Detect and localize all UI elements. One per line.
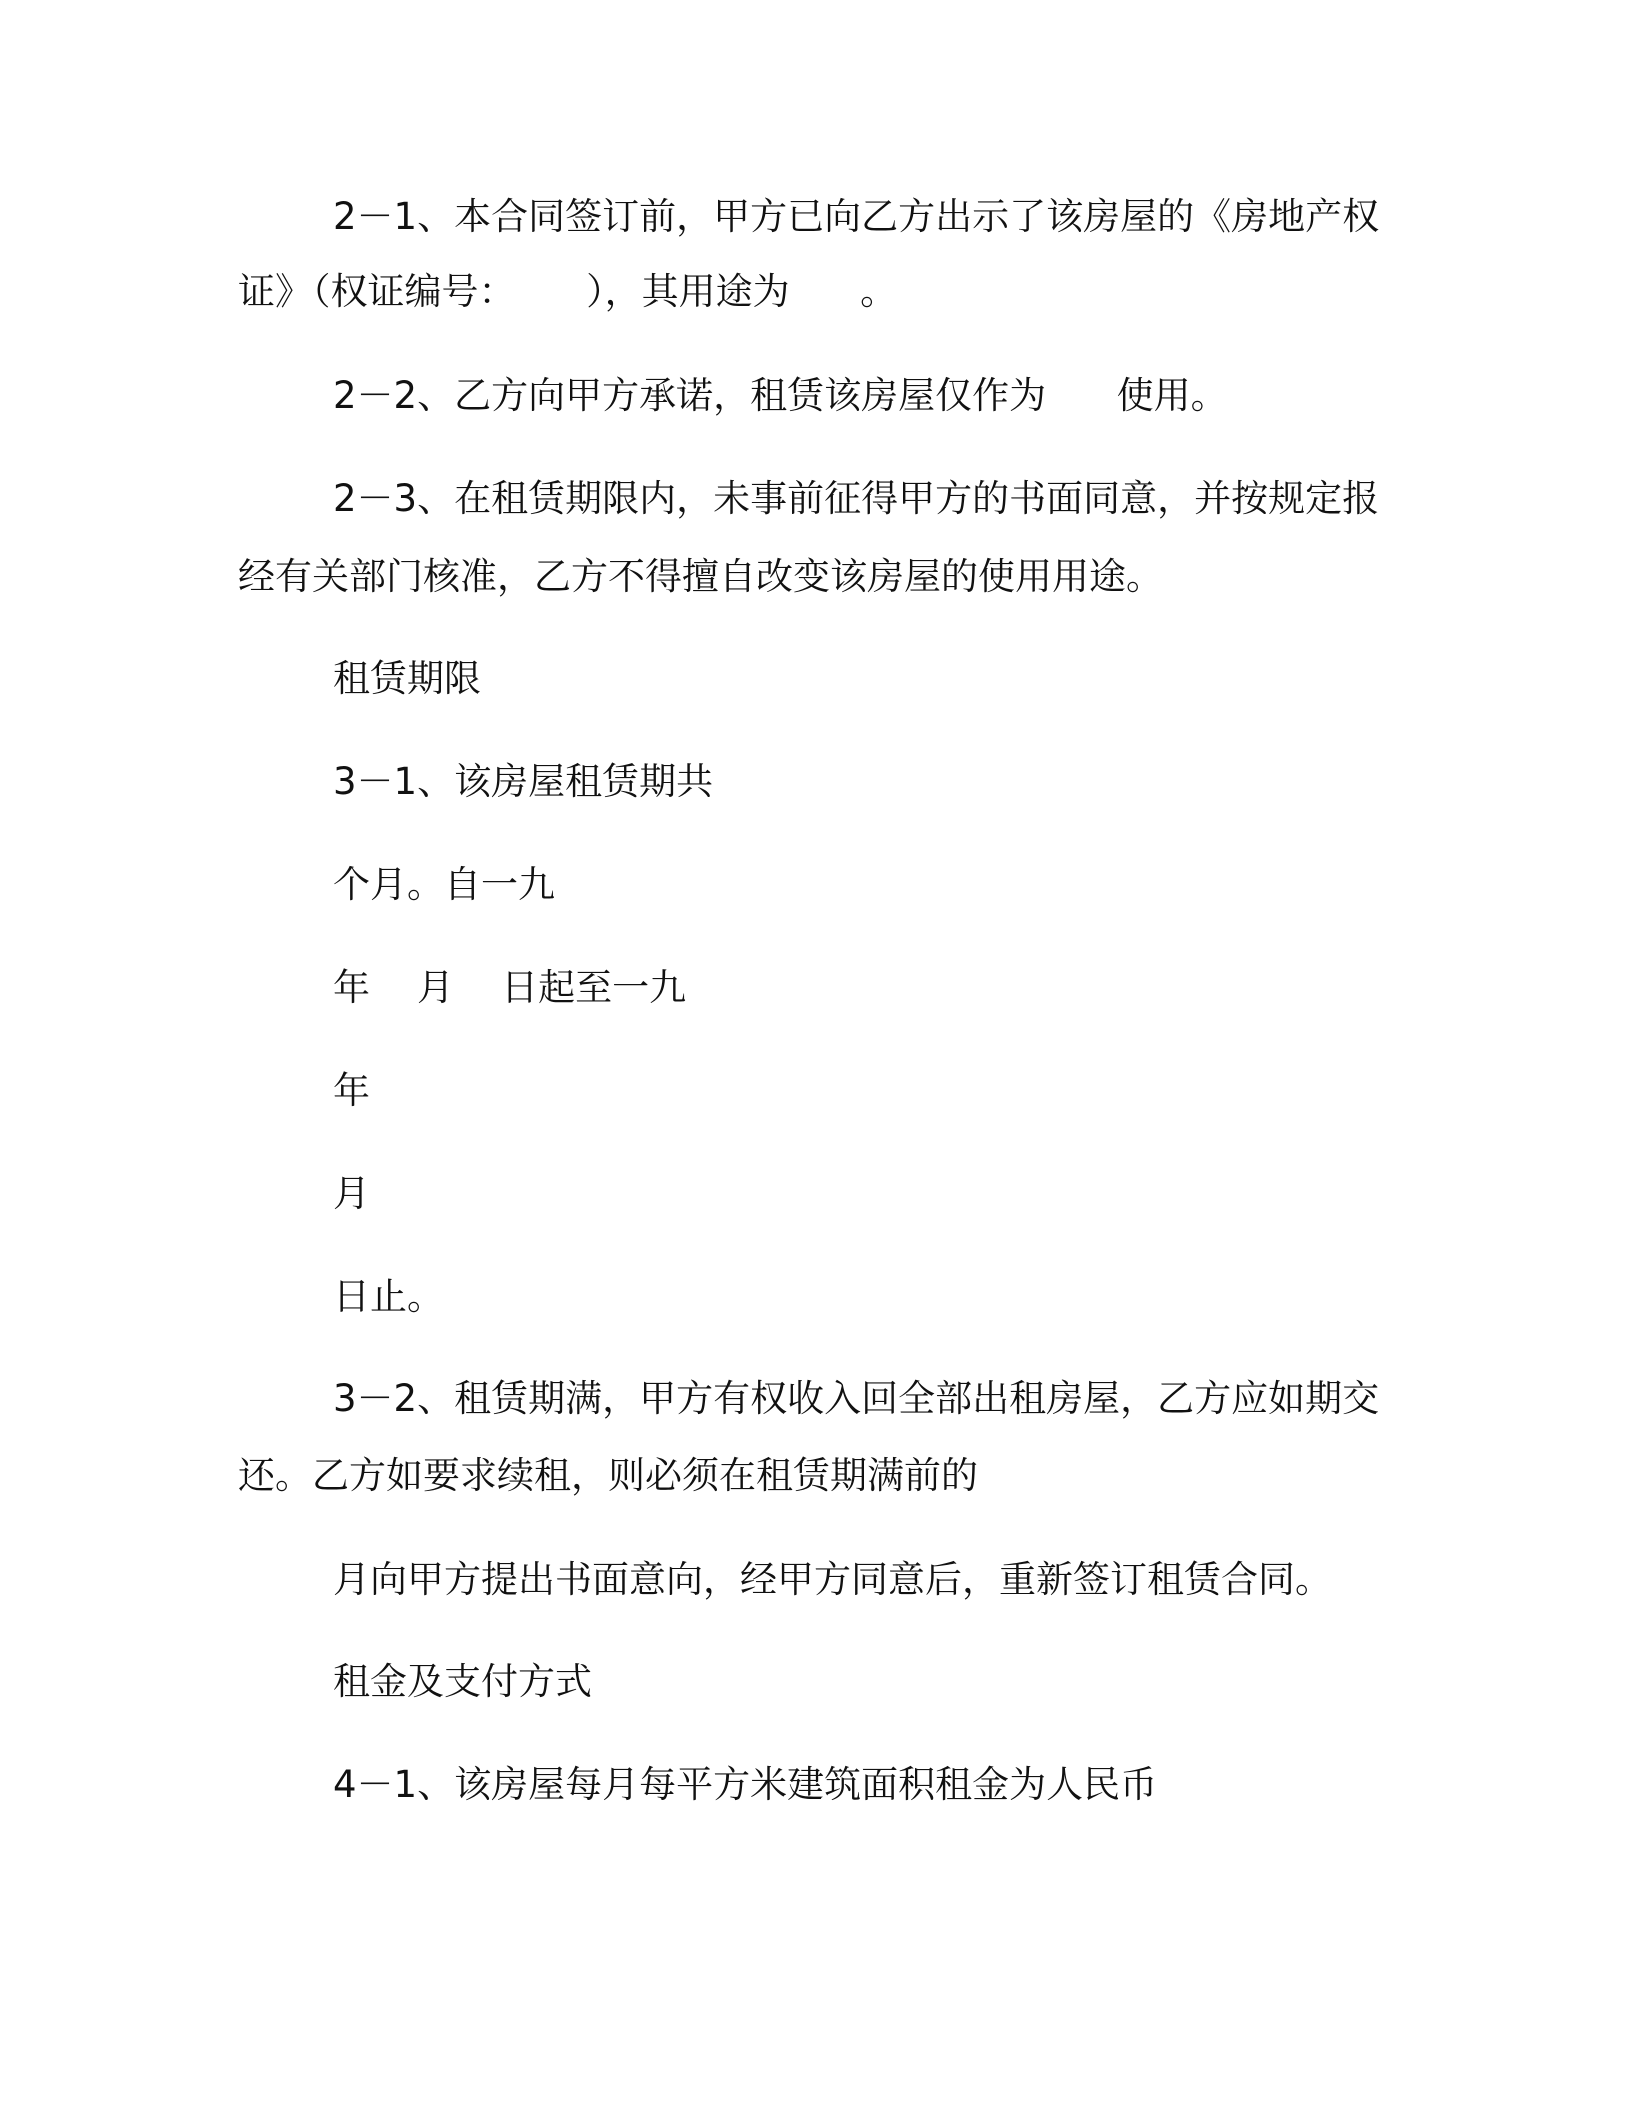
clause-4-1: 4－1、该房屋每月每平方米建筑面积租金为人民币 bbox=[333, 1763, 1158, 1806]
clause-3-2-line-1: 3－2、租赁期满，甲方有权收入回全部出租房屋，乙方应如期交 bbox=[333, 1377, 1380, 1420]
clause-3-2-line-2: 还。乙方如要求续租，则必须在租赁期满前的 bbox=[238, 1454, 978, 1497]
clause-2-2: 2－2、乙方向甲方承诺，租赁该房屋仅作为 使用。 bbox=[333, 374, 1228, 417]
clause-3-1-line-4: 年 bbox=[333, 1069, 370, 1112]
section-heading-rent-payment: 租金及支付方式 bbox=[333, 1660, 592, 1703]
section-heading-lease-term: 租赁期限 bbox=[333, 657, 481, 700]
clause-2-3-line-1: 2－3、在租赁期限内，未事前征得甲方的书面同意，并按规定报 bbox=[333, 477, 1380, 520]
clause-2-3-line-2: 经有关部门核准，乙方不得擅自改变该房屋的使用用途。 bbox=[238, 555, 1163, 598]
clause-2-1-line-2: 证》（权证编号： ），其用途为 。 bbox=[238, 270, 898, 313]
clause-3-1-line-3: 年 月 日起至一九 bbox=[333, 966, 687, 1009]
clause-3-1-line-6: 日止。 bbox=[333, 1275, 444, 1318]
clause-3-2-line-3: 月向甲方提出书面意向，经甲方同意后，重新签订租赁合同。 bbox=[333, 1558, 1332, 1601]
clause-3-1-line-5: 月 bbox=[333, 1172, 370, 1215]
clause-3-1-line-1: 3－1、该房屋租赁期共 bbox=[333, 760, 714, 803]
clause-3-1-line-2: 个月。自一九 bbox=[333, 863, 555, 906]
clause-2-1-line-1: 2－1、本合同签订前，甲方已向乙方出示了该房屋的《房地产权 bbox=[333, 195, 1380, 238]
